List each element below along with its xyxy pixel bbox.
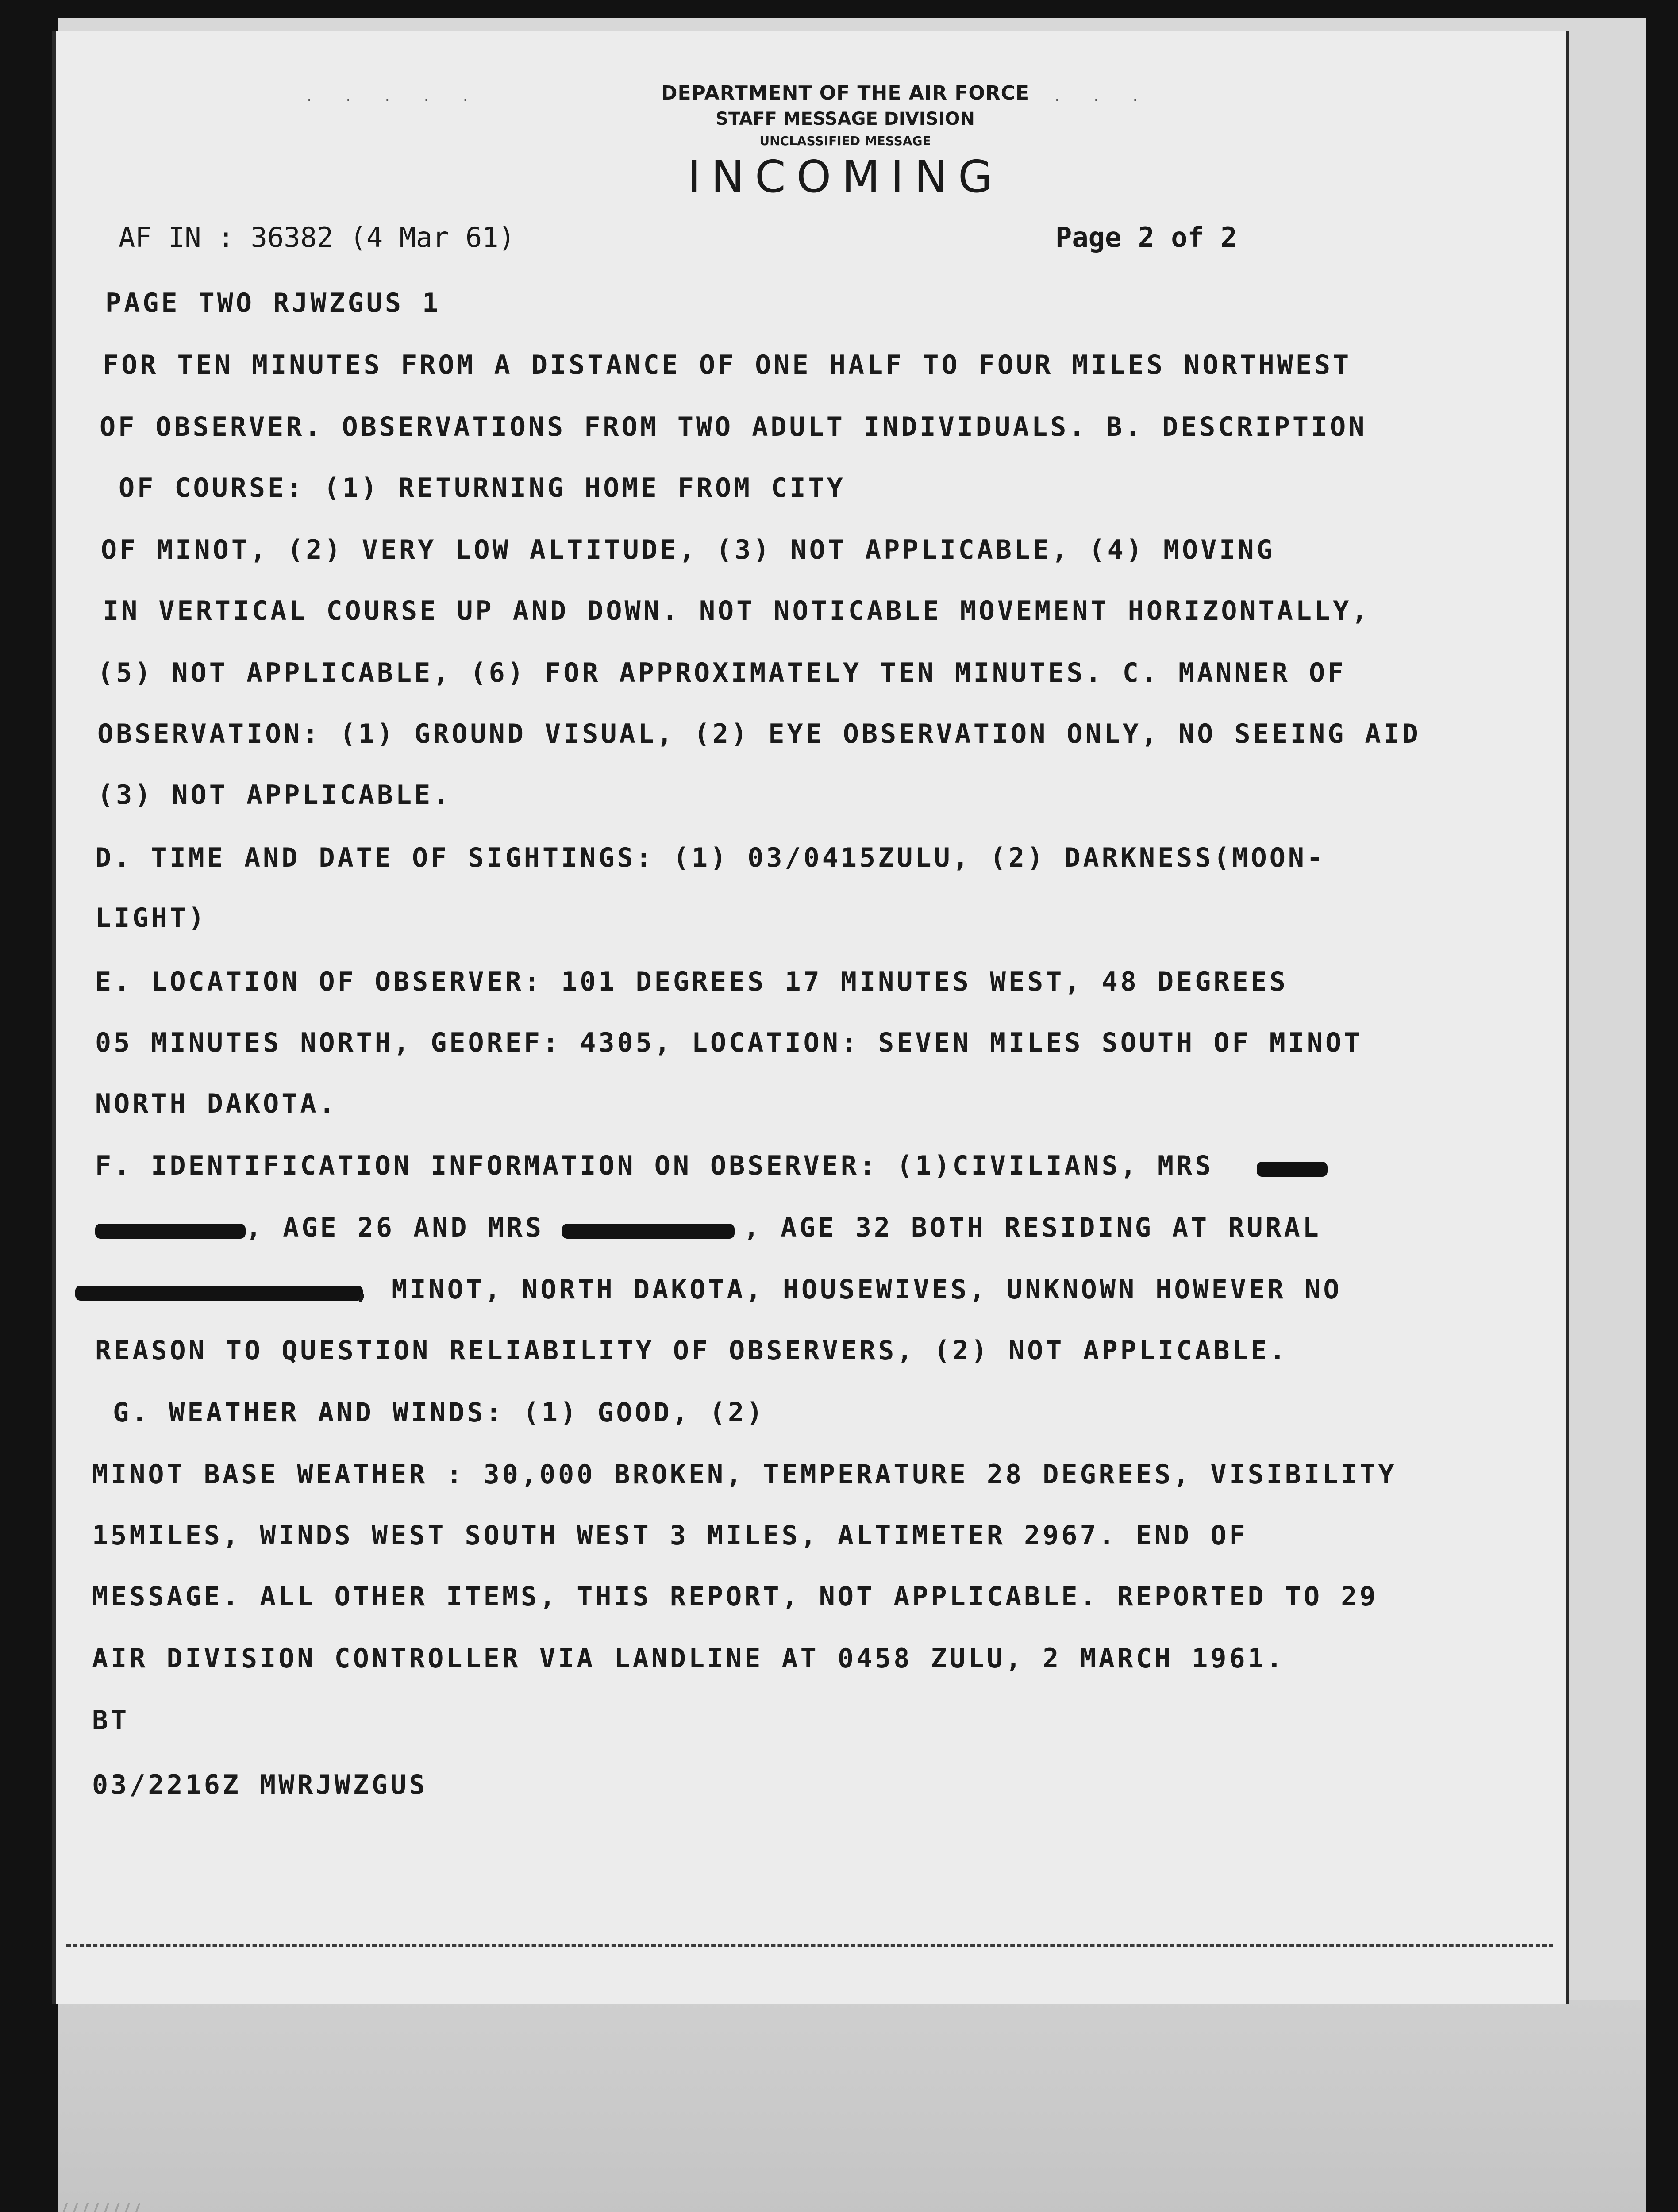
body-line: , AGE 32 BOTH RESIDING AT RURAL xyxy=(743,1212,1321,1243)
body-line: , AGE 26 AND MRS xyxy=(246,1212,544,1243)
body-line: OBSERVATION: (1) GROUND VISUAL, (2) EYE OBSERVATION ONLY, NO SEEING AID xyxy=(97,718,1421,749)
body-line: F. IDENTIFICATION INFORMATION ON OBSERVER: (1)CIVILIANS, MRS xyxy=(95,1150,1214,1181)
af-in-number: AF IN : 36382 (4 Mar 61) xyxy=(119,221,515,253)
body-line: AIR DIVISION CONTROLLER VIA LANDLINE AT 0458 ZULU, 2 MARCH 1961. xyxy=(92,1643,1285,1674)
body-line: (3) NOT APPLICABLE. xyxy=(97,780,452,810)
body-line: BT xyxy=(92,1705,130,1736)
body-line: OF COURSE: (1) RETURNING HOME FROM CITY xyxy=(119,472,846,503)
body-line: 03/2216Z MWRJWZGUS xyxy=(92,1770,428,1801)
department-title: DEPARTMENT OF THE AIR FORCE xyxy=(661,82,1030,104)
redaction-mark xyxy=(1257,1162,1328,1177)
body-line: MESSAGE. ALL OTHER ITEMS, THIS REPORT, NOT APPLICABLE. REPORTED TO 29 xyxy=(92,1581,1378,1612)
dashed-divider xyxy=(66,1944,1553,1947)
body-line: , MINOT, NORTH DAKOTA, HOUSEWIVES, UNKNOWN HOWEVER NO xyxy=(354,1274,1342,1305)
classification-label: UNCLASSIFIED MESSAGE xyxy=(759,134,931,148)
body-line: OF OBSERVER. OBSERVATIONS FROM TWO ADULT INDIVIDUALS. B. DESCRIPTION xyxy=(100,411,1367,442)
body-line: D. TIME AND DATE OF SIGHTINGS: (1) 03/0415ZULU, (2) DARKNESS(MOON- xyxy=(95,842,1326,873)
division-title: STAFF MESSAGE DIVISION xyxy=(716,109,975,129)
redaction-mark xyxy=(75,1286,363,1301)
body-line: 05 MINUTES NORTH, GEOREF: 4305, LOCATION: SEVEN MILES SOUTH OF MINOT xyxy=(95,1027,1363,1058)
body-line: IN VERTICAL COURSE UP AND DOWN. NOT NOTICABLE MOVEMENT HORIZONTALLY, xyxy=(103,595,1370,626)
body-line: 15MILES, WINDS WEST SOUTH WEST 3 MILES, ALTIMETER 2967. END OF xyxy=(92,1520,1248,1551)
body-line: LIGHT) xyxy=(95,902,207,933)
page-number: Page 2 of 2 xyxy=(1055,221,1237,253)
body-line: FOR TEN MINUTES FROM A DISTANCE OF ONE HALF TO FOUR MILES NORTHWEST xyxy=(103,349,1352,380)
body-line: REASON TO QUESTION RELIABILITY OF OBSERVERS, (2) NOT APPLICABLE. xyxy=(95,1335,1288,1366)
speck-marks: · · · · · xyxy=(305,93,481,108)
body-line: OF MINOT, (2) VERY LOW ALTITUDE, (3) NOT APPLICABLE, (4) MOVING xyxy=(101,534,1275,565)
redaction-mark xyxy=(95,1224,246,1239)
body-line: E. LOCATION OF OBSERVER: 101 DEGREES 17 MINUTES WEST, 48 DEGREES xyxy=(95,966,1288,997)
body-line: (5) NOT APPLICABLE, (6) FOR APPROXIMATELY TEN MINUTES. C. MANNER OF xyxy=(97,657,1347,688)
film-scratches xyxy=(58,2203,146,2212)
body-line: G. WEATHER AND WINDS: (1) GOOD, (2) xyxy=(113,1397,766,1428)
body-line: NORTH DAKOTA. xyxy=(95,1088,338,1119)
body-line: MINOT BASE WEATHER : 30,000 BROKEN, TEMPERATURE 28 DEGREES, VISIBILITY xyxy=(92,1459,1397,1490)
incoming-title: INCOMING xyxy=(687,151,1003,203)
speck-marks-right: · · · xyxy=(1053,93,1151,108)
redaction-mark xyxy=(562,1224,735,1239)
body-line: PAGE TWO RJWZGUS 1 xyxy=(105,288,441,319)
